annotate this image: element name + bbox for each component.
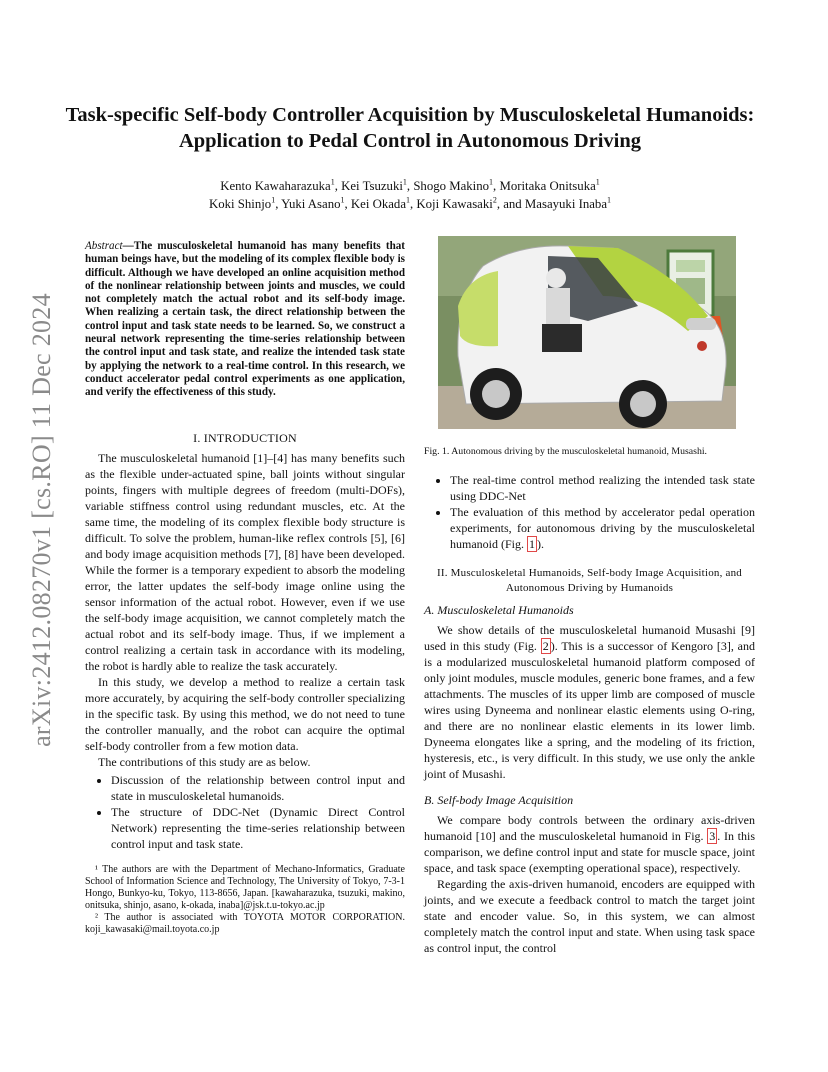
affiliation-mark: 2 [492, 195, 497, 205]
author-name: Kento Kawaharazuka [220, 179, 331, 193]
figure-caption: Fig. 1. Autonomous driving by the musculoskeletal humanoid, Musashi. [424, 446, 708, 457]
paper-title: Task-specific Self-body Controller Acquisition by Musculoskeletal Humanoids: Application to Pedal Control in Autonomous Driving [65, 104, 755, 152]
list-item: • The structure of DDC-Net (Dynamic Direct Control Network) representing the time-series relationship between control input and task state. [111, 804, 405, 852]
contribution-list [85, 772, 405, 852]
footnote: ¹ The authors are with the Department of Mechano-Informatics, Graduate School of Information Science and Technology, The University of Tokyo, 7-3-1 Hongo, Bunkyo-ku, Tokyo, 113-8656, Japan. [kawaharazuka, tsuzuki, makino, onitsuka, shinjo, asano, k-okada, inaba]@jsk.t.u-tokyo.ac.jp [85, 864, 405, 911]
subsection-heading: B. Self-body Image Acquisition [424, 793, 574, 807]
affiliation-mark: 1 [402, 177, 407, 187]
paragraph: Regarding the axis-driven humanoid, encoders are equipped with joints, and we execute a feedback control to match the target joint state and encoder value. So, in this system, we can almost completely match the control input and state. When using task space as control input, the control [424, 877, 755, 955]
author-name: Kei Okada [350, 197, 406, 211]
affiliation-mark: 1 [489, 177, 494, 187]
abstract-label: Abstract [85, 240, 123, 252]
author-name: Koki Shinjo [208, 197, 272, 211]
list-item: • The evaluation of this method by accelerator pedal operation experiments, for autonomous driving by the musculoskeletal humanoid (Fig. 1 ). [450, 504, 755, 552]
author-name: Yuki Asano [281, 197, 341, 211]
section-heading: II. Musculoskeletal Humanoids, Self-body Image Acquisition, and Autonomous Driving by Humanoids [437, 567, 742, 594]
abstract: Abstract—The musculoskeletal humanoid has many benefits that human beings have, but the modeling of its complex flexible body is difficult. Although we have developed an online acquisition method of the nonlinear relationship between joints and muscles, we could not completely match the actual robot and its self-body image. When realizing a certain task, the direct relationship between the control input and task state needs to be learned. So, we construct a neural network representing the time-series relationship between the control input and task state, and realize the intended task state by applying the network to a real-time control. In this research, we conduct accelerator pedal control experiments as one application, and verify the effectiveness of this study. [85, 240, 405, 399]
figure-ref-link[interactable]: 3 [709, 829, 716, 843]
affiliation-mark: 1 [406, 195, 410, 205]
section-heading: I. INTRODUCTION [193, 431, 297, 445]
affiliation-mark: 1 [340, 195, 345, 205]
arxiv-sidebar-stamp [22, 285, 62, 755]
affiliation-mark: 1 [271, 195, 276, 205]
author-name: Koji Kawasaki [416, 197, 493, 211]
author-line-1: Kento Kawaharazuka$^1$, Kei Tsuzuki$^1$, Shogo Makino$^1$, Moritaka Onitsuka$^1$ [220, 177, 600, 193]
contribution-list [424, 472, 755, 552]
footnote: ² The author is associated with TOYOTA MOTOR CORPORATION. koji_kawasaki@mail.toyota.co.jp [85, 912, 405, 935]
paragraph: The musculoskeletal humanoid [1]–[4] has many benefits such as the flexible under-actuated spine, ball joints without singular points, fingers with multiple degrees of freedom (multi-DOFs), variable stiffness control using redundant muscles, etc. At the same time, the modeling of its complex flexible body structure is difficult. To solve the problem, human-like reflex controls [5], [6] and body image acquisition methods [7], [8] have been developed. While the former is a temporary expedient to absorb the modeling error, the latter updates the self-body image online using the sensor information of the actual robot. However, even if we use the self-body image acquisition, we cannot completely match the actual robot and its self-body image. Thus, if we implement a control realizing a certain task in accordance with its modeling, the robot is hardly able to realize the task accurately. [85, 451, 405, 673]
abstract-text: The musculoskeletal humanoid has many benefits that human beings have, but the modeling of its complex flexible body is difficult. Although we have developed an online acquisition method of the nonlinear relationship between joints and muscles, we could not completely match the actual robot and its self-body image. When realizing a certain task, the direct relationship between the control input and task state needs to be learned. So, we construct a neural network representing the time-series relationship between the control input and task state, and realize the intended task state by applying the network to a real-time control. In this research, we conduct accelerator pedal control experiments as one application, and verify the effectiveness of this study. [85, 240, 405, 399]
footnotes [85, 864, 405, 936]
affiliation-mark: 1 [330, 177, 335, 187]
list-item: • Discussion of the relationship between control input and state in musculoskeletal humanoids. [111, 772, 405, 804]
arxiv-id: arXiv:2412.08270v1 [cs.RO] 11 Dec 2024 [27, 293, 56, 747]
author-name: Masayuki Inaba [524, 197, 607, 211]
paragraph: We show details of the musculoskeletal humanoid Musashi [9] used in this study (Fig. 2 ). This is a successor of Kengoro [3], and is a modularized musculoskeletal humanoid platform composed of only joint modules, muscle modules, generic bone frames, and a few attachments. The muscles of its upper limb are composed of muscle wires using Dyneema and nonlinear elastic elements using O-ring, and there are no nonlinear elastic elements in its lower limb. Dyneema elongates like a spring, and the modeling of its friction, hysteresis, etc., is very difficult. In this study, we use only the ankle joint of Musashi. [424, 623, 755, 781]
author-name: Kei Tsuzuki [341, 179, 403, 193]
figure-ref-link[interactable]: 1 [529, 537, 535, 551]
author-list [60, 177, 760, 213]
author-line-2: Koki Shinjo$^1$, Yuki Asano$^1$, Kei Okada$^1$, Koji Kawasaki$^2$, and Masayuki Inaba$^1$ [208, 195, 611, 211]
affiliation-mark: 1 [607, 195, 611, 205]
figure-ref-link[interactable]: 2 [542, 639, 549, 653]
list-item: • The real-time control method realizing the intended task state using DDC-Net [450, 472, 755, 504]
figure-1-photo [438, 236, 736, 429]
introduction-section [85, 424, 405, 936]
author-name: Shogo Makino [413, 179, 490, 193]
right-column-text [424, 470, 755, 956]
paragraph: We compare body controls between the ordinary axis-driven humanoid [10] and the musculoskeletal humanoid in Fig. 3 . In this comparison, we define control input and state for muscle space, joint space, and task space (exempting operational space), respectively. [424, 813, 755, 875]
subsection-heading: A. Musculoskeletal Humanoids [424, 603, 574, 617]
affiliation-mark: 1 [595, 177, 600, 187]
author-name: Moritaka Onitsuka [499, 179, 596, 193]
paragraph: The contributions of this study are as below. [98, 755, 311, 769]
paragraph: In this study, we develop a method to realize a certain task more accurately, by acquiring the self-body controller specializing in the specific task. By using this method, we do not need to tune the controller manually, and the robot can acquire the optimal self-body controller from a few motion data. [85, 675, 405, 753]
